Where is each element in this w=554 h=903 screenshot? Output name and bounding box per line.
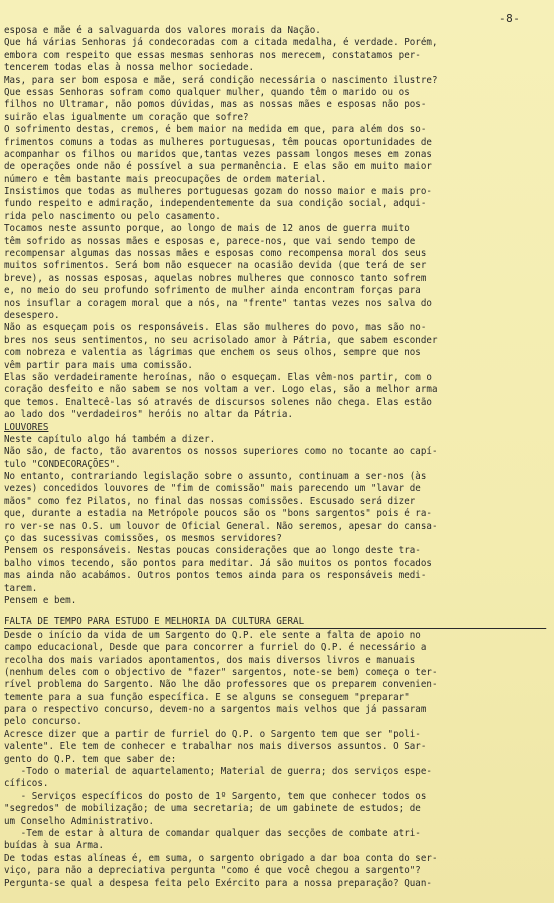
text-line: ro ver-se nas O.S. um louvor de Oficial General. Não seremos, apesar do cansa- [4, 520, 438, 532]
text-line: fundo respeito e admiração, independentemente da sua condição social, adqui- [4, 198, 427, 210]
text-line: que, durante a estadia na Metrópole poucos são os "bons sargentos" pois é ra- [4, 508, 432, 520]
section-heading: FALTA DE TEMPO PARA ESTUDO E MELHORIA DA CULTURA GERAL [4, 616, 546, 628]
text-line: esposa e mãe é a salvaguarda dos valores morais da Nação. [4, 25, 321, 36]
page-number: -8- [499, 12, 521, 25]
section-gap [4, 607, 552, 616]
text-line: número e têm bastante mais preocupações de ordem material. [4, 173, 327, 185]
text-line: ao lado dos "verdadeiros" heróis no altar da Pátria. [4, 409, 294, 421]
text-line: Pensem e bem. [4, 594, 77, 606]
text-line: Não as esqueçam pois os responsáveis. Elas são mulheres do povo, mas são no- [4, 322, 427, 334]
text-line: gento do Q.P. tem que saber de: [4, 753, 177, 765]
text-line: recolha dos mais variados apontamentos, dos mais diversos livros e manuais [4, 654, 416, 666]
text-line: cíficos. [4, 778, 49, 790]
text-line: Neste capítulo algo há também a dizer. [4, 433, 216, 445]
text-line: -Tem de estar à altura de comandar qualquer das secções de combate atri- [4, 828, 421, 839]
text-line: de operações onde não é possível a sua permanência. E elas são em muito maior [4, 161, 432, 173]
text-line: Pergunta-se qual a despesa feita pelo Exército para a nossa preparação? Quan- [4, 877, 432, 889]
text-line: Tocamos neste assunto porque, ao longo de mais de 12 anos de guerra muito [4, 223, 410, 235]
text-line: bres nos seus sentimentos, no seu acrisolado amor à Pátria, que sabem esconder [4, 334, 438, 346]
text-line: embora com respeito que essas mesmas senhoras nos merecem, constatamos per- [4, 49, 421, 61]
text-line: breve), as nossas esposas, aquelas nobres mulheres que connosco tanto sofrem [4, 272, 427, 284]
text-line: com nobreza e valentia as lágrimas que enchem os seus olhos, sempre que nos [4, 347, 421, 359]
text-line: Que essas Senhoras sofram como qualquer mulher, quando têm o marido ou os [4, 86, 410, 98]
text-line: Elas são verdadeiramente heroínas, não o esqueçam. Elas vêm-nos partir, com o [4, 371, 432, 383]
text-line: Pensem os responsáveis. Nestas poucas considerações que ao longo deste tra- [4, 545, 421, 557]
text-line: Que há várias Senhoras já condecoradas com a citada medalha, é verdade. Porém, [4, 37, 438, 49]
text-line: Mas, para ser bom esposa e mãe, será condição necessária o nascimento ilustre? [4, 74, 438, 86]
text-line: vêm partir para mais uma comissão. [4, 359, 193, 371]
text-line: tencerem todas elas à nossa melhor sociedade. [4, 62, 255, 74]
text-line: rível problema do Sargento. Não lhe dão professores que os preparem convenien- [4, 679, 438, 691]
text-line: mas ainda não acabámos. Outros pontos temos ainda para os responsáveis medi- [4, 570, 427, 582]
text-line: viço, para não a depreciativa pergunta "como é que você chegou a sargento"? [4, 865, 421, 877]
text-line: vezes) concedidos louvores de "fim de comissão" mais parecendo um "lavar de [4, 483, 421, 495]
text-line: buídas à sua Arma. [4, 840, 105, 852]
text-line: têm sofrido as nossas mães e esposas e, parece-nos, que vai sendo tempo de [4, 235, 416, 247]
text-line: tarem. [4, 582, 38, 594]
text-block-falta-de-tempo [4, 616, 552, 890]
text-line: muitos sofrimentos. Será bom não esquecer na ocasião devida (que terá de ser [4, 260, 427, 272]
document-body [4, 25, 552, 890]
text-line: De todas estas alíneas é, em suma, o sargento obrigado a dar boa conta do ser- [4, 852, 438, 864]
text-line: um Conselho Administrativo. [4, 815, 155, 827]
text-line: temente para a sua função específica. E se alguns se conseguem "preparar" [4, 691, 410, 703]
text-line: Não são, de facto, tão avarentos os nossos superiores como no tocante ao capí- [4, 446, 438, 458]
text-line: acompanhar os filhos ou maridos que,tantas vezes passam longos meses em zonas [4, 148, 432, 160]
text-line: "segredos" de mobilização; de uma secretaria; de um gabinete de estudos; de [4, 803, 421, 815]
text-line: filhos no Ultramar, não pomos dúvidas, mas as nossas mães e esposas não pos- [4, 99, 427, 111]
text-line: suirão elas igualmente um coração que sofre? [4, 111, 249, 123]
text-line: frimentos comuns a todas as mulheres portuguesas, têm poucas oportunidades de [4, 136, 432, 148]
text-line: para o respectivo concurso, devem-no a sargentos mais velhos que já passaram [4, 704, 427, 716]
text-line: Desde o início da vida de um Sargento do Q.P. ele sente a falta de apoio no [4, 629, 421, 641]
text-line: O sofrimento destas, cremos, é bem maior na medida em que, para além dos so- [4, 124, 427, 136]
text-line: pelo concurso. [4, 716, 82, 728]
text-line: ço das sucessivas comissões, os mesmos servidores? [4, 533, 282, 545]
text-line: Acresce dizer que a partir de furriel do Q.P. o Sargento tem que ser "poli- [4, 728, 421, 740]
text-line: rida pelo nascimento ou pelo casamento. [4, 210, 221, 222]
text-line: Insistimos que todas as mulheres portuguesas gozam do nosso maior e mais pro- [4, 186, 432, 198]
text-line: - Serviços específicos do posto de 1º Sargento, tem que conhecer todos os [4, 790, 427, 802]
section-heading: LOUVORES [4, 421, 49, 433]
text-line: coração desfeito e não sabem se nos voltam a ver. Logo elas, são a melhor arma [4, 384, 438, 396]
text-line: No entanto, contrariando legislação sobre o assunto, continuam a ser-nos (às [4, 471, 427, 483]
text-line: tulo "CONDECORAÇÕES". [4, 458, 121, 470]
text-line: e, no meio do seu profundo sofrimento de mulher ainda encontram forças para [4, 285, 421, 297]
text-line: valente". Ele tem de conhecer e trabalhar nos mais diversos assuntos. O Sar- [4, 741, 427, 753]
text-line: -Todo o material de aquartelamento; Material de guerra; dos serviços espe- [4, 766, 432, 778]
text-line: nos insuflar a coragem moral que a nós, na "frente" tantas vezes nos salva do [4, 297, 432, 309]
text-line: mãos" como fez Pilatos, no final das nossas comissões. Escusado será dizer [4, 495, 416, 507]
text-line: (nenhum deles com o objectivo de "fazer" sargentos, note-se bem) começa o ter- [4, 666, 438, 678]
text-line: recompensar algumas das nossas mães e esposas como recompensa moral dos seus [4, 248, 427, 260]
text-line: balho vimos tecendo, são pontos para meditar. Já são muitos os pontos focados [4, 557, 432, 569]
text-line: que temos. Enaltecê-las só através de discursos solenes não chega. Elas estão [4, 396, 432, 408]
text-line: desespero. [4, 309, 60, 321]
text-block-condecoracoes-louvores [4, 25, 552, 607]
text-line: campo educacional, Desde que para concorrer a furriel do Q.P. é necessário a [4, 642, 427, 654]
